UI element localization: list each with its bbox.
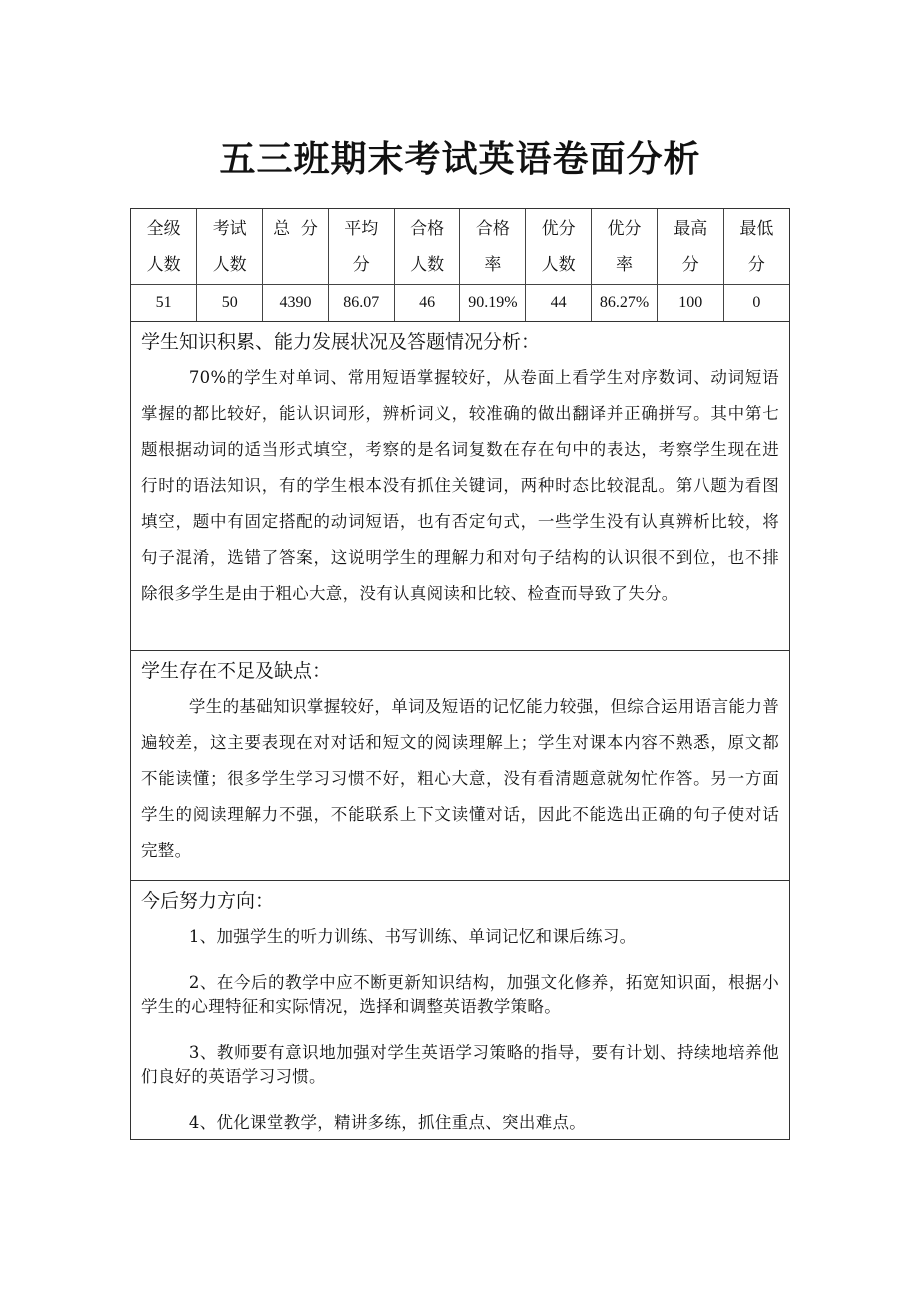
header-excellent-rate xyxy=(592,209,658,285)
section-heading-direction: 今后努力方向： xyxy=(141,890,275,912)
value-average-score: 86.07 xyxy=(328,285,394,322)
direction-list xyxy=(141,925,779,1135)
header-label: 总 分 xyxy=(273,219,318,239)
document-title: 五三班期末考试英语卷面分析 xyxy=(219,139,701,181)
section-body-analysis: 70%的学生对单词、常用短语掌握较好，从卷面上看学生对序数词、动词短语掌握的都比较好，能认识词形，辨析词义，较准确的做出翻译并正确拼写。其中第七题根据动词的适当形式填空，考察的是名词复数在存在句中的表达，考察学生现在进行时的语法知识，有的学生根本没有抓住关键词，两种时态比较混乱。第八题为看图填空，题中有固定搭配的动词短语，也有否定句式，一些学生没有认真辨析比较，将句子混淆，选错了答案，这说明学生的理解力和对句子结构的认识很不到位，也不排除很多学生是由于粗心大意，没有认真阅读和比较、检查而导致了失分。 xyxy=(141,368,779,603)
header-label: 分 xyxy=(747,255,765,275)
header-total-students xyxy=(131,209,197,285)
header-label: 人数 xyxy=(541,255,576,275)
header-label: 平均 xyxy=(344,219,379,239)
header-excellent-count xyxy=(526,209,592,285)
analysis-sheet xyxy=(130,208,790,1140)
header-pass-rate xyxy=(460,209,526,285)
value-total-students: 51 xyxy=(131,285,197,322)
header-exam-takers xyxy=(197,209,263,285)
header-label: 优分 xyxy=(541,219,576,239)
value-excellent-count: 44 xyxy=(526,285,592,322)
section-weakness xyxy=(131,650,789,880)
section-heading-analysis: 学生知识积累、能力发展状况及答题情况分析： xyxy=(141,331,541,353)
section-heading-weakness: 学生存在不足及缺点： xyxy=(141,660,332,682)
header-total-score xyxy=(263,209,329,285)
value-excellent-rate: 86.27% xyxy=(592,285,658,322)
header-highest-score xyxy=(657,209,723,285)
stats-value-row xyxy=(131,285,789,322)
list-item: 4、优化课堂教学，精讲多练，抓住重点、突出难点。 xyxy=(188,1113,587,1132)
header-label: 率 xyxy=(615,255,633,275)
header-label: 率 xyxy=(484,255,502,275)
list-item: 2、在今后的教学中应不断更新知识结构，加强文化修养，拓宽知识面，根据小学生的心理特征和实际情况，选择和调整英语教学策略。 xyxy=(141,973,779,1016)
header-average-score xyxy=(328,209,394,285)
section-analysis xyxy=(131,321,789,650)
stats-header-row xyxy=(131,209,789,285)
header-label: 优分 xyxy=(607,219,642,239)
header-label: 分 xyxy=(681,255,699,275)
header-label: 全级 xyxy=(146,219,181,239)
header-label: 最高 xyxy=(673,219,708,239)
value-exam-takers: 50 xyxy=(197,285,263,322)
section-body-weakness: 学生的基础知识掌握较好，单词及短语的记忆能力较强，但综合运用语言能力普遍较差，这主要表现在对对话和短文的阅读理解上；学生对课本内容不熟悉，原文都不能读懂；很多学生学习习惯不好，粗心大意，没有看清题意就匆忙作答。另一方面学生的阅读理解力不强，不能联系上下文读懂对话，因此不能选出正确的句子使对话完整。 xyxy=(141,697,779,860)
header-label: 人数 xyxy=(212,255,247,275)
value-highest-score: 100 xyxy=(657,285,723,322)
value-pass-rate: 90.19% xyxy=(460,285,526,322)
value-total-score: 4390 xyxy=(263,285,329,322)
header-label: 人数 xyxy=(146,255,181,275)
header-label: 人数 xyxy=(410,255,445,275)
value-pass-count: 46 xyxy=(394,285,460,322)
header-pass-count xyxy=(394,209,460,285)
header-label: 合格 xyxy=(410,219,445,239)
header-lowest-score xyxy=(723,209,789,285)
header-label: 最低 xyxy=(739,219,774,239)
list-item: 1、加强学生的听力训练、书写训练、单词记忆和课后练习。 xyxy=(188,927,637,946)
list-item: 3、教师要有意识地加强对学生英语学习策略的指导，要有计划、持续地培养他们良好的英语学习习惯。 xyxy=(141,1043,779,1086)
value-lowest-score: 0 xyxy=(723,285,789,322)
header-label: 分 xyxy=(352,255,370,275)
section-direction xyxy=(131,880,789,1139)
header-label: 合格 xyxy=(475,219,510,239)
header-label: 考试 xyxy=(212,219,247,239)
stats-table xyxy=(131,209,789,321)
